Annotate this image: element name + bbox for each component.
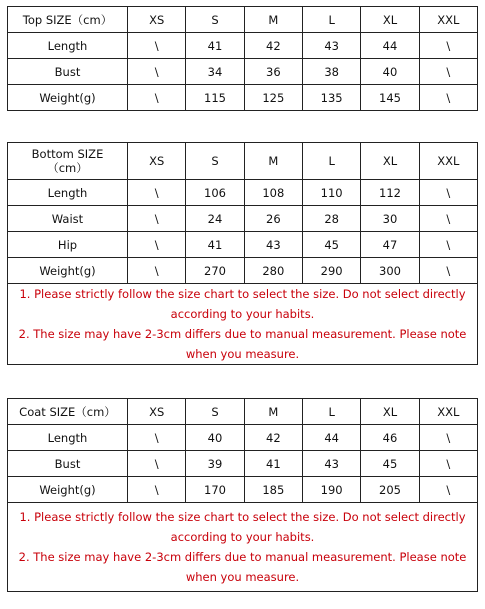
- table-cell: 43: [244, 232, 302, 258]
- table-cell: 45: [361, 451, 419, 477]
- row-label: Weight(g): [8, 477, 128, 503]
- table-cell: \: [419, 477, 477, 503]
- table-cell: 108: [244, 180, 302, 206]
- table-cell: 44: [302, 425, 360, 451]
- table-row: [8, 33, 478, 59]
- table-cell: \: [419, 206, 477, 232]
- table-title-unit: （cm）: [47, 161, 88, 175]
- table-cell: 290: [302, 258, 360, 284]
- table-cell: 41: [186, 33, 244, 59]
- size-header: M: [244, 7, 302, 33]
- table-cell: 145: [361, 85, 419, 111]
- table-cell: \: [419, 258, 477, 284]
- table-cell: 42: [244, 33, 302, 59]
- row-label: Waist: [8, 206, 128, 232]
- table-cell: \: [419, 59, 477, 85]
- size-header: L: [302, 399, 360, 425]
- table-cell: 44: [361, 33, 419, 59]
- table-cell: 36: [244, 59, 302, 85]
- table-cell: 24: [186, 206, 244, 232]
- table-cell: 43: [302, 33, 360, 59]
- size-header: M: [244, 399, 302, 425]
- size-header: XXL: [419, 143, 477, 180]
- table-cell: \: [419, 180, 477, 206]
- size-note-1: 1. Please strictly follow the size chart to select the size. Do not select directly according to your habits.: [19, 510, 466, 544]
- table-cell: 112: [361, 180, 419, 206]
- coat-size-table: [7, 398, 478, 592]
- table-cell: 190: [302, 477, 360, 503]
- table-title: [8, 143, 128, 180]
- row-label: Weight(g): [8, 85, 128, 111]
- size-header: XXL: [419, 7, 477, 33]
- table-cell: \: [128, 232, 186, 258]
- size-header: M: [244, 143, 302, 180]
- size-note: [8, 503, 478, 592]
- table-cell: \: [419, 425, 477, 451]
- table-cell: 30: [361, 206, 419, 232]
- table-title: Top SIZE（cm）: [8, 7, 128, 33]
- row-label: Weight(g): [8, 258, 128, 284]
- table-cell: \: [419, 33, 477, 59]
- table-cell: 26: [244, 206, 302, 232]
- table-cell: 41: [244, 451, 302, 477]
- table-cell: \: [128, 425, 186, 451]
- table-cell: 43: [302, 451, 360, 477]
- table-cell: \: [128, 180, 186, 206]
- table-cell: 270: [186, 258, 244, 284]
- table-cell: 205: [361, 477, 419, 503]
- table-cell: \: [128, 451, 186, 477]
- table-cell: 300: [361, 258, 419, 284]
- table-row: [8, 59, 478, 85]
- size-note: [8, 284, 478, 365]
- table-cell: 40: [186, 425, 244, 451]
- table-header-row: [8, 143, 478, 180]
- size-header: XL: [361, 7, 419, 33]
- table-cell: 170: [186, 477, 244, 503]
- table-row: [8, 451, 478, 477]
- row-label: Length: [8, 425, 128, 451]
- size-header: XL: [361, 399, 419, 425]
- row-label: Bust: [8, 59, 128, 85]
- size-header: XS: [128, 143, 186, 180]
- table-cell: \: [419, 451, 477, 477]
- size-header: XXL: [419, 399, 477, 425]
- table-row: [8, 180, 478, 206]
- size-header: S: [186, 399, 244, 425]
- row-label: Bust: [8, 451, 128, 477]
- table-cell: \: [419, 85, 477, 111]
- table-cell: \: [128, 85, 186, 111]
- table-cell: 46: [361, 425, 419, 451]
- size-header: S: [186, 7, 244, 33]
- table-cell: 34: [186, 59, 244, 85]
- table-row: [8, 477, 478, 503]
- size-note-2: 2. The size may have 2-3cm differs due to manual measurement. Please note when you measure.: [18, 550, 467, 584]
- size-header: L: [302, 7, 360, 33]
- table-cell: 38: [302, 59, 360, 85]
- table-title-line: Bottom SIZE: [31, 147, 104, 161]
- table-cell: 47: [361, 232, 419, 258]
- row-label: Length: [8, 33, 128, 59]
- table-cell: 28: [302, 206, 360, 232]
- table-cell: 42: [244, 425, 302, 451]
- top-size-table: [7, 6, 478, 111]
- table-row: [8, 258, 478, 284]
- row-label: Hip: [8, 232, 128, 258]
- table-cell: \: [128, 206, 186, 232]
- table-cell: 125: [244, 85, 302, 111]
- table-cell: \: [128, 33, 186, 59]
- table-header-row: [8, 7, 478, 33]
- size-header: XS: [128, 399, 186, 425]
- table-cell: 135: [302, 85, 360, 111]
- table-cell: 39: [186, 451, 244, 477]
- table-cell: 45: [302, 232, 360, 258]
- table-title: Coat SIZE（cm）: [8, 399, 128, 425]
- table-cell: \: [128, 59, 186, 85]
- table-row: [8, 85, 478, 111]
- note-row: [8, 503, 478, 592]
- size-header: XS: [128, 7, 186, 33]
- table-row: [8, 232, 478, 258]
- size-header: L: [302, 143, 360, 180]
- note-row: [8, 284, 478, 365]
- table-cell: \: [128, 477, 186, 503]
- table-row: [8, 425, 478, 451]
- table-cell: \: [128, 258, 186, 284]
- table-cell: 106: [186, 180, 244, 206]
- size-header: S: [186, 143, 244, 180]
- table-cell: 41: [186, 232, 244, 258]
- table-cell: 185: [244, 477, 302, 503]
- size-header: XL: [361, 143, 419, 180]
- size-note-1: 1. Please strictly follow the size chart to select the size. Do not select directly according to your habits.: [19, 287, 466, 321]
- size-note-2: 2. The size may have 2-3cm differs due to manual measurement. Please note when you measure.: [18, 327, 467, 361]
- table-header-row: [8, 399, 478, 425]
- table-cell: 40: [361, 59, 419, 85]
- table-cell: 110: [302, 180, 360, 206]
- table-cell: 280: [244, 258, 302, 284]
- table-row: [8, 206, 478, 232]
- row-label: Length: [8, 180, 128, 206]
- table-cell: 115: [186, 85, 244, 111]
- bottom-size-table: [7, 142, 478, 365]
- table-cell: \: [419, 232, 477, 258]
